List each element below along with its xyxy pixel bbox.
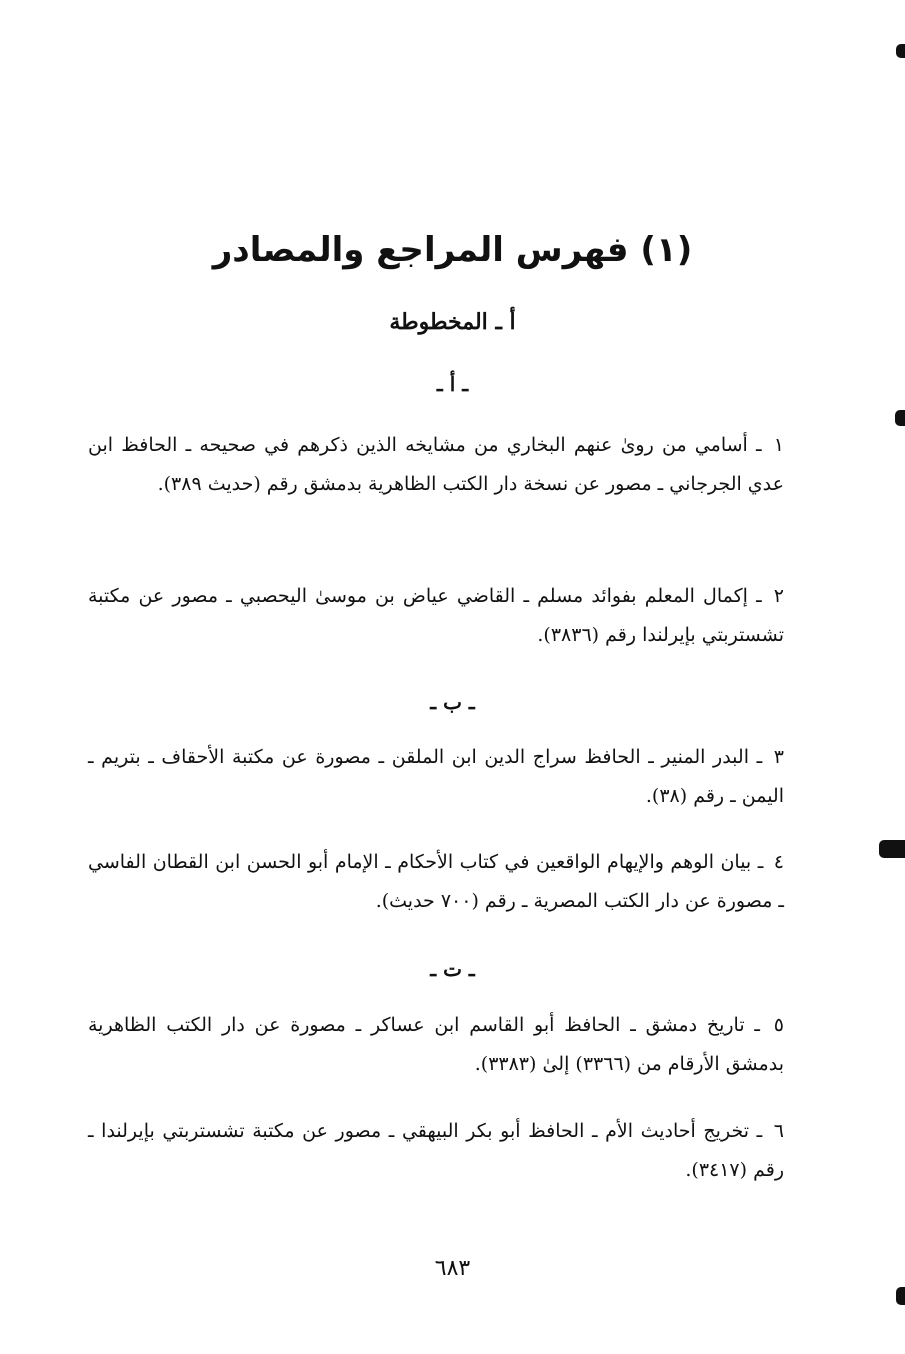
entry-4	[88, 843, 784, 921]
scan-edge-mark	[895, 410, 905, 426]
entry-1	[88, 426, 784, 504]
entry-number: ٢	[773, 585, 784, 607]
entry-6	[88, 1112, 784, 1190]
page-number: ٦٨٣	[434, 1256, 471, 1281]
entry-2	[88, 577, 784, 655]
entry-number: ٣	[773, 746, 784, 768]
entry-text: ـ تاريخ دمشق ـ الحافظ أبو القاسم ابن عساكر ـ مصورة عن دار الكتب الظاهرية بدمشق الأرقام من (٣٣٦٦) إلىٰ (٣٣٨٣).	[88, 1014, 784, 1075]
entry-number: ٥	[773, 1014, 784, 1036]
entry-text: ـ أسامي من روىٰ عنهم البخاري من مشايخه الذين ذكرهم في صحيحه ـ الحافظ ابن عدي الجرجاني ـ مصور عن نسخة دار الكتب الظاهرية بدمشق رقم (حديث ٣٨٩).	[88, 434, 784, 495]
entry-text: ـ تخريج أحاديث الأم ـ الحافظ أبو بكر البيهقي ـ مصور عن مكتبة تشستربتي بإيرلندا ـ رقم (٣٤١٧).	[88, 1120, 784, 1181]
scan-edge-mark	[896, 1287, 905, 1305]
scan-edge-mark	[896, 44, 905, 58]
entry-3	[88, 738, 784, 816]
entry-text: ـ البدر المنير ـ الحافظ سراج الدين ابن الملقن ـ مصورة عن مكتبة الأحقاف ـ بتريم ـ اليمن ـ رقم (٣٨).	[88, 746, 784, 807]
entry-number: ١	[773, 434, 784, 456]
entry-5	[88, 1006, 784, 1084]
entry-text: ـ إكمال المعلم بفوائد مسلم ـ القاضي عياض بن موسىٰ اليحصبي ـ مصور عن مكتبة تشستربتي بإيرلندا رقم (٣٨٣٦).	[88, 585, 784, 646]
section-title: أ ـ المخطوطة	[389, 309, 516, 335]
index-title: (١) فهرس المراجع والمصادر	[212, 230, 693, 270]
entry-number: ٤	[773, 851, 784, 873]
letter-heading-alif: ـ أ ـ	[436, 372, 469, 396]
entry-number: ٦	[773, 1120, 785, 1142]
scan-edge-mark	[879, 840, 905, 858]
letter-heading-ta: ـ ت ـ	[430, 957, 475, 981]
entry-text: ـ بيان الوهم والإيهام الواقعين في كتاب الأحكام ـ الإمام أبو الحسن ابن القطان الفاسي ـ مصورة عن دار الكتب المصرية ـ رقم (٧٠٠ حديث).	[88, 851, 784, 912]
letter-heading-ba: ـ ب ـ	[430, 690, 475, 714]
